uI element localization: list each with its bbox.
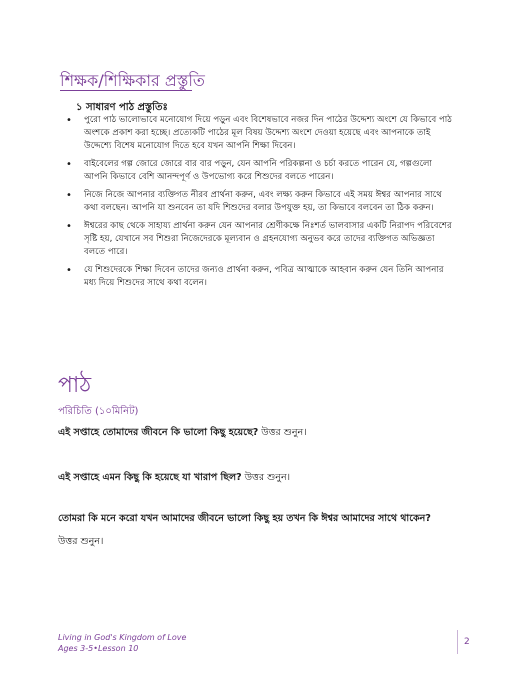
footer — [58, 632, 186, 654]
question-1-text: এই সপ্তাহে তোমাদের জীবনে কি ভালো কিছু হয়েছে? — [58, 427, 259, 438]
question-2-text: এই সপ্তাহে এমন কিছু কি হয়েছে যা খারাপ ছিল? — [58, 472, 242, 483]
bullet-item: • পুরো পাঠ ভালোভাবে মনোযোগ দিয়ে পড়ুন এবং বিশেষভাবে নজর দিন পাঠের উদ্দেশ্য অংশে যে কিভাবে পাঠ অংশকে প্রকাশ করা হচ্ছে। প্রত্যেকটি পাঠের মূল বিষয় উদ্দেশ্য অংশে দেওয়া হয়েছে এবং আপনাকে তাই উদ্দেশ্যে বিশেষ মনোযোগ দিতে হবে যখন আপনি শিক্ষা দিবেন। — [58, 114, 458, 153]
footer-title: Living in God's Kingdom of Love — [58, 633, 187, 642]
bullet-item: • নিজে নিজে আপনার ব্যক্তিগত নীরব প্রার্থনা করুন, এবং লক্ষ্য করুন কিভাবে এই সময় ঈশ্বর আপনার সাথে কথা বলছেন। আপনি যা শুনবেন তা যদি শিশুদের বলার উপযুক্ত হয়, তা কিভাবে বলবেন তা ঠিক করুন। — [58, 189, 458, 215]
bullet-item: • ঈশ্বরের কাছ থেকে সাহায্য প্রার্থনা করুন যেন আপনার শ্রেণীকক্ষে নিঃশর্ত ভালবাসার একটি নিরাপদ পরিবেশের সৃষ্টি হয়, যেখানে সব শিশুরা নিজেদেরকে মূল্যবান ও গ্রহনযোগ্য অনুভব করে তাদের ব্যক্তিগত অভিজ্ঞতা বলতে পারে। — [58, 220, 458, 259]
question-2-answer: উত্তর শুনুন। — [244, 472, 291, 483]
prep-heading: ১ সাধারণ পাঠ প্রস্তুতিঃ — [76, 102, 168, 113]
bullet-item: • বাইবেলের গল্প জোরে জোরে বার বার পড়ুন, যেন আপনি পরিকল্পনা ও চর্চা করতে পারেন যে, গল্পগুলো আপনি কিভাবে বেশি আনন্দপূর্ণ ও উপভোগ্য করে শিশুদের বলতে পারেন। — [58, 158, 458, 184]
section-title-underline — [60, 90, 192, 91]
bullet-item: • যে শিশুদেরকে শিক্ষা দিবেন তাদের জন্যও প্রার্থনা করুন, পবিত্র আত্মাকে আহবান করুন যেন তিনি আপনার মধ্য দিয়ে শিশুদের সাথে কথা বলেন। — [58, 264, 458, 290]
prep-bullet-list — [58, 114, 458, 295]
question-2 — [58, 471, 290, 486]
footer-lesson: Ages 3-5•Lesson 10 — [58, 644, 139, 653]
question-1 — [58, 426, 307, 441]
question-1-answer: উত্তর শুনুন। — [261, 427, 307, 438]
intro-label: পরিচিতি (১০মিনিট) — [58, 406, 139, 417]
question-3-text: তোমরা কি মনে করো যখন আমাদের জীবনে ভালো কিছু হয় তখন কি ঈশ্বর আমাদের সাথে থাকেন? — [58, 513, 431, 524]
question-3-answer: উত্তর শুনুন। — [58, 536, 104, 547]
page-number: 2 — [464, 637, 470, 647]
section-title: শিক্ষক/শিক্ষিকার প্রস্তুতি — [60, 71, 205, 90]
lesson-title: পাঠ — [58, 373, 92, 398]
footer-divider — [457, 630, 458, 654]
question-3 — [58, 512, 431, 527]
